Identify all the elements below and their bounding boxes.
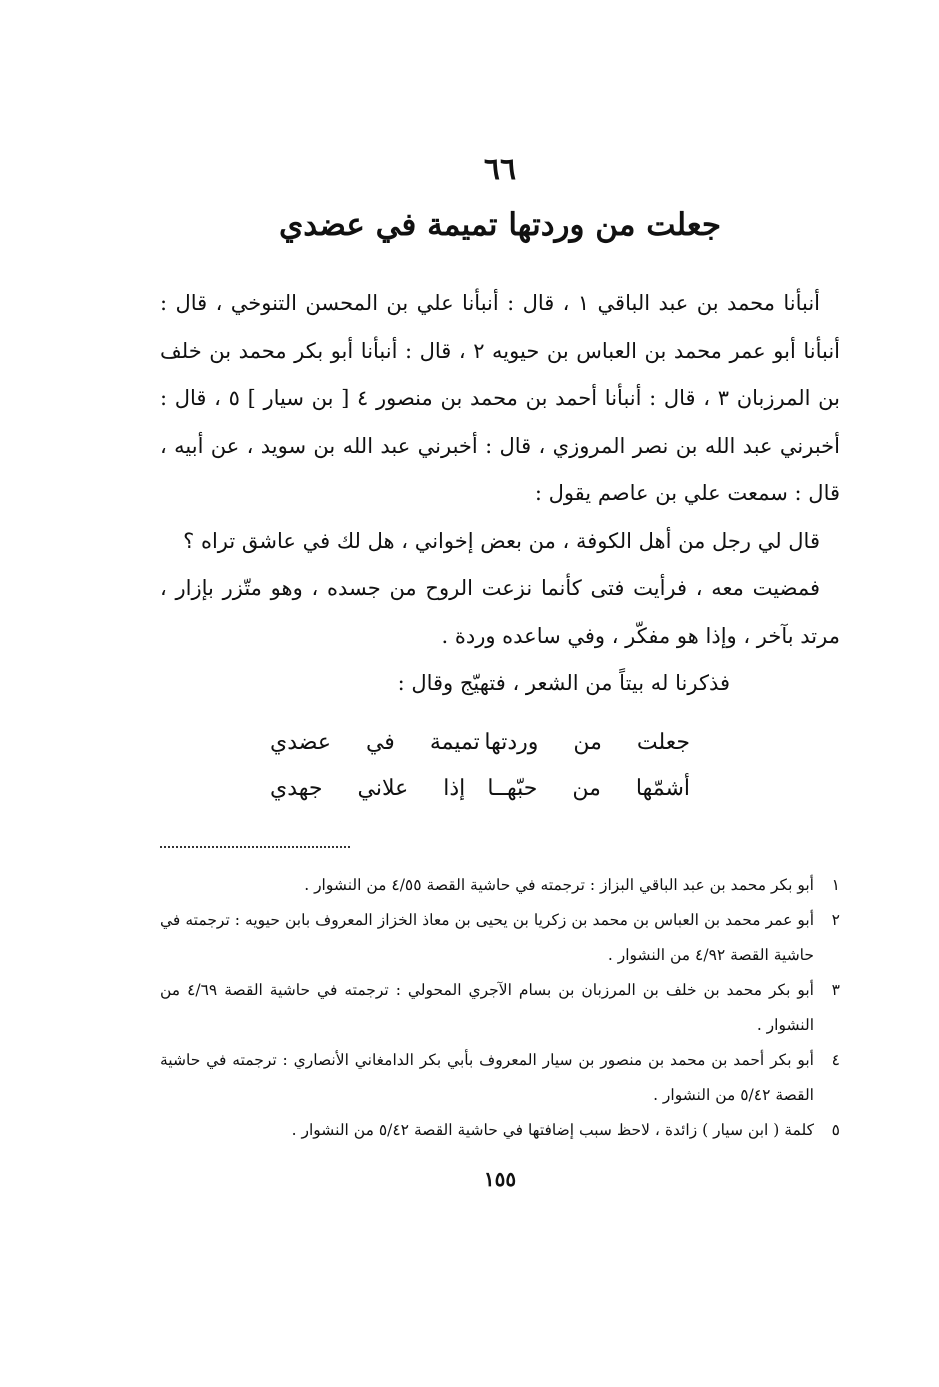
story-paragraph: قال لي رجل من أهل الكوفة ، من بعض إخواني ، هل لك في عاشق تراه ؟ [183,528,820,553]
footnote-number: ٢ [831,910,840,929]
story-body [160,280,840,708]
poem-verse [160,720,840,812]
book-page [160,150,840,1194]
story-title: جعلت من وردتها تميمة في عضدي [278,207,722,243]
footnote [160,1043,840,1113]
footnote [160,973,840,1043]
story-paragraph: فذكرنا له بيتاً من الشعر ، فتهيّج وقال : [397,671,730,695]
footnote [160,1113,840,1148]
verse-second-hemistich: إذا علاني جهدي [270,775,466,801]
isnad-paragraph: أنبأنا محمد بن عبد الباقي ١ ، قال : أنبأنا علي بن المحسن التنوخي ، قال : أنبأنا أبو عمر محمد بن العباس بن حيويه ٢ ، قال : أنبأنا أبو بكر محمد بن خلف بن المرزبان ٣ ، قال : أنبأنا أحمد بن محمد بن منصور ٤ [ بن سيار ] ٥ ، قال : أخبرني عبد الله بن نصر المروزي ، قال : أخبرني عبد الله بن سويد ، عن أبيه ، قال : سمعت علي بن عاصم يقول : [160,291,841,505]
footnote [160,903,840,973]
footnote-text: كلمة ( ابن سيار ) زائدة ، لاحظ سبب إضافتها في حاشية القصة ٥/٤٢ من النشوار . [291,1120,814,1139]
footnote-number: ٤ [831,1050,840,1069]
footnotes [160,868,840,1148]
footnote-separator [160,846,350,848]
footnote-number: ١ [831,875,840,894]
footnote-text: أبو بكر محمد بن خلف بن المرزبان بن بسام الآجري المحولي : ترجمته في حاشية القصة ٤/٦٩ من النشوار . [160,980,814,1034]
footnote-text: أبو بكر محمد بن عبد الباقي البزاز : ترجمته في حاشية القصة ٤/٥٥ من النشوار . [304,875,814,894]
footnote-number: ٥ [831,1120,840,1139]
verse-second-hemistich: تميمة في عضدي [270,729,480,755]
footnote-number: ٣ [831,980,840,999]
verse-first-hemistich: جعلت من وردتها [484,729,690,755]
verse-first-hemistich: أشمّها من حبّهــا [487,775,690,801]
story-number: ٦٦ [483,152,517,187]
footnote-text: أبو بكر أحمد بن محمد بن منصور بن سيار المعروف بأبي بكر الدامغاني الأنصاري : ترجمته في حاشية القصة ٥/٤٢ من النشوار . [160,1050,814,1104]
story-paragraph: فمضيت معه ، فرأيت فتى كأنما نزعت الروح من جسده ، وهو متّزر بإزار ، مرتد بآخر ، وإذا هو مفكّر ، وفي ساعده وردة . [160,576,840,648]
footnote-text: أبو عمر محمد بن العباس بن محمد بن زكريا بن يحيى بن معاذ الخزاز المعروف بابن حيويه : ترجمته في حاشية القصة ٤/٩٢ من النشوار . [160,910,814,964]
verse-line [270,766,690,812]
footnote [160,868,840,903]
page-number: ١٥٥ [483,1166,517,1191]
verse-line [270,720,690,766]
